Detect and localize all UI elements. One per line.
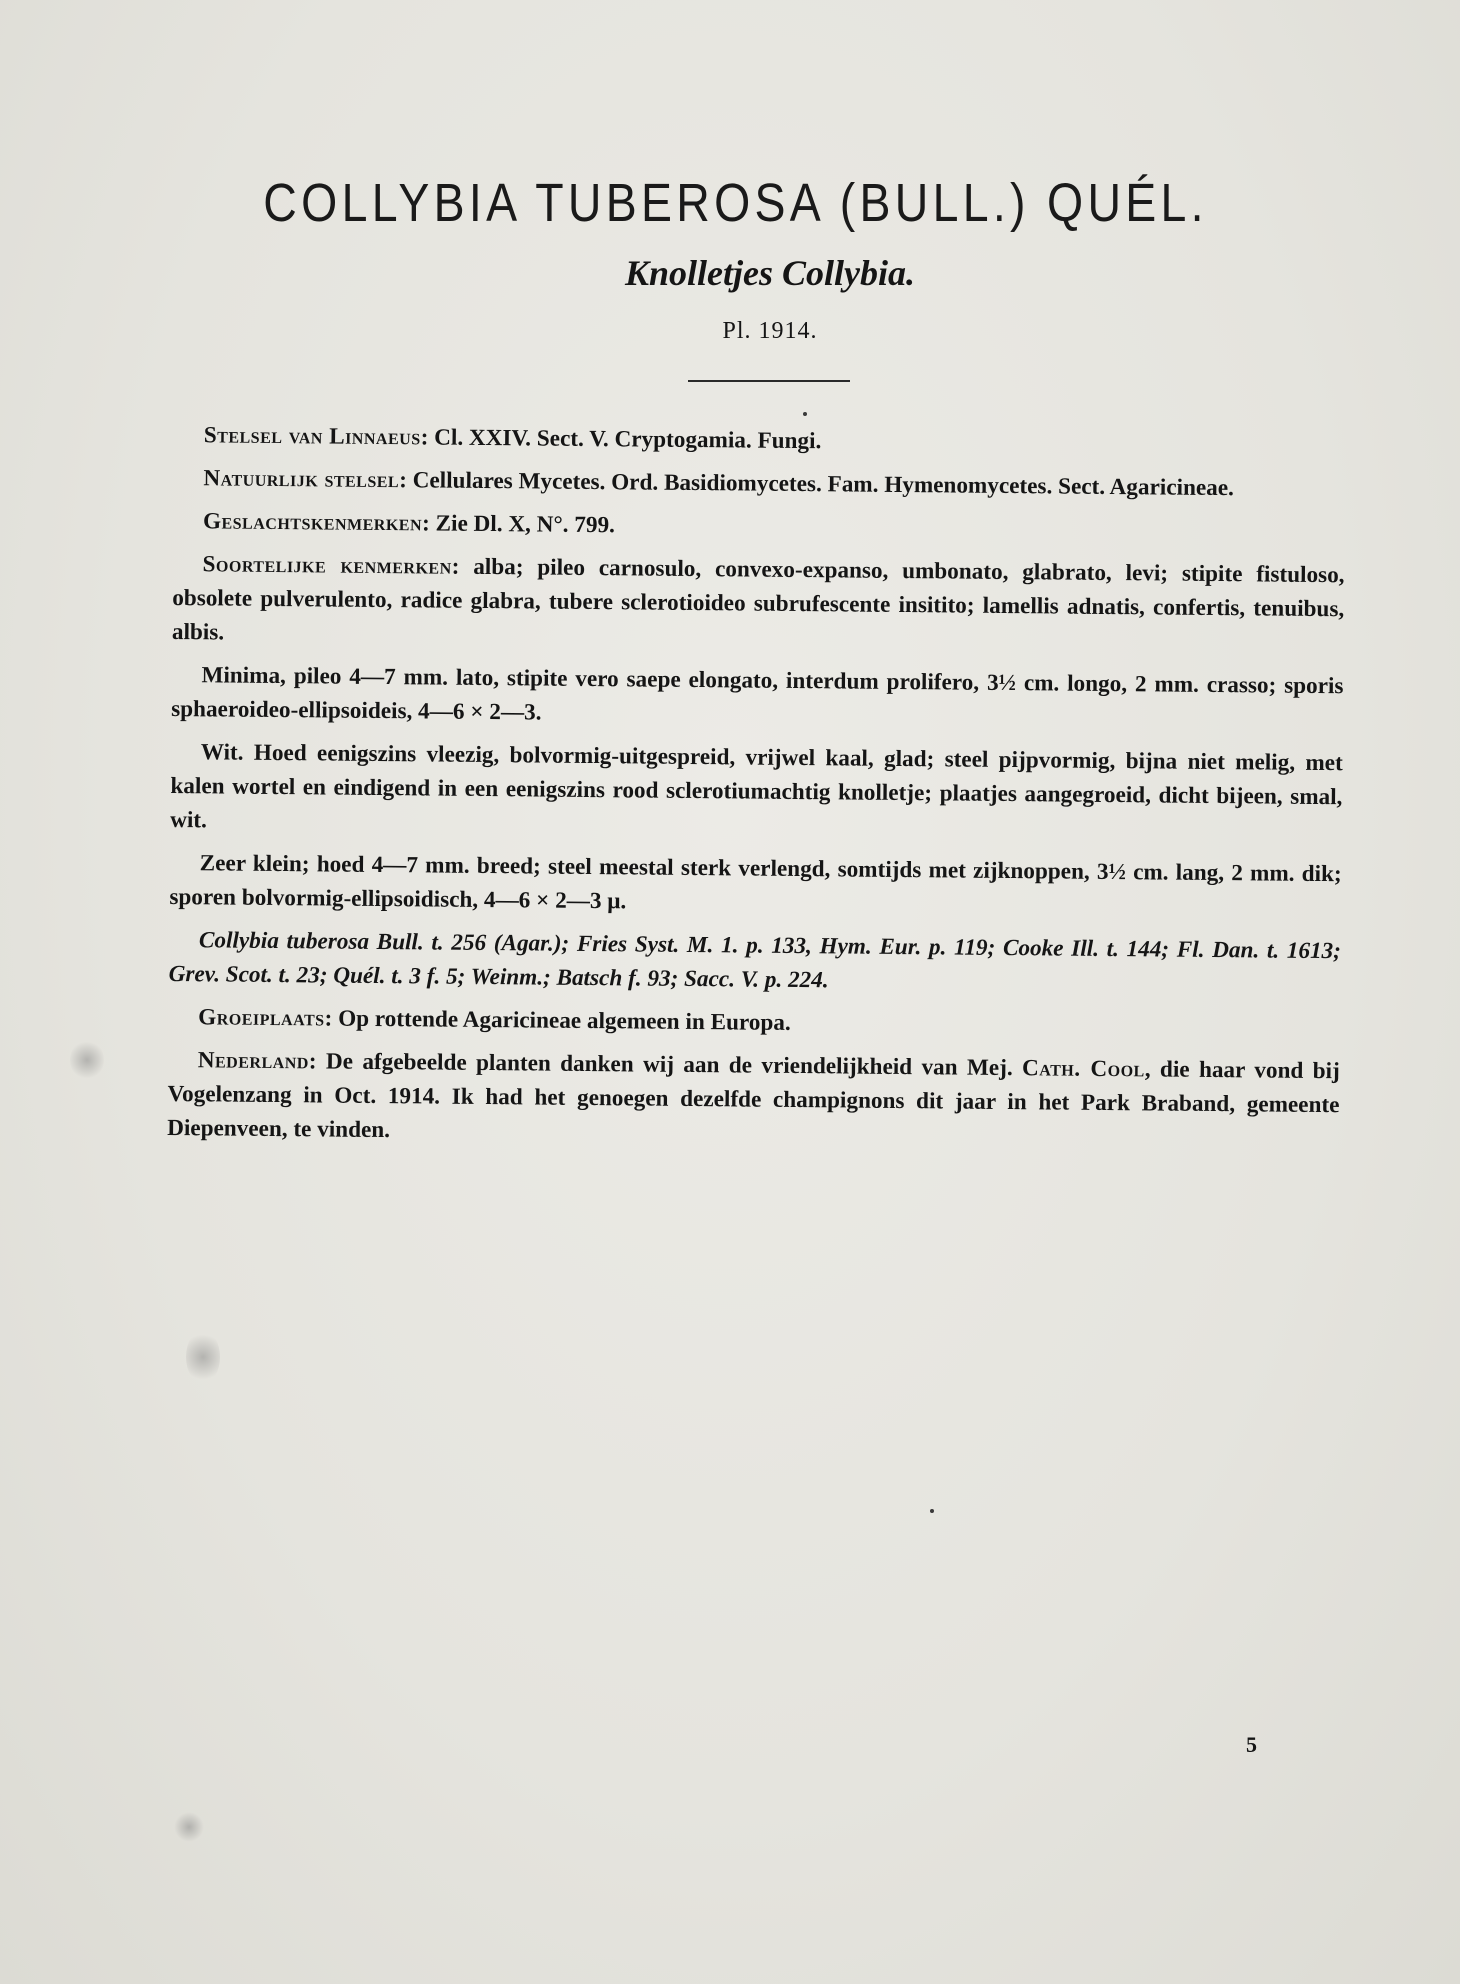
paper-smudge <box>186 1330 220 1384</box>
page-subtitle: Knolletjes Collybia. <box>624 253 915 293</box>
section-minima: Minima, pileo 4—7 mm. lato, stipite vero saepe elongato, interdum prolifero, 3½ cm. longo, 2 mm. crasso; sporis sphaeroideo-ellipsoideis, 4—6 × 2—3. <box>171 662 1344 726</box>
description-body <box>167 418 1346 1165</box>
section-text: alba; pileo carnosulo, convexo-expanso, umbonato, glabrato, levi; stipite fistuloso, obsolete pulverulento, radice glabra, tubere sclerotioideo subrufescente insitito; lamellis adnatis, confertis, tenuibus, albis. <box>171 553 1345 646</box>
section-label: Stelsel van Linnaeus <box>203 422 421 451</box>
section-text: Zie Dl. X, N°. 799. <box>435 510 616 539</box>
page-number: 5 <box>1246 1732 1257 1757</box>
section-text: Op rottende Agaricineae algemeen in Europa. <box>338 1005 791 1036</box>
section-zeer: Zeer klein; hoed 4—7 mm. breed; steel meestal sterk verlengd, somtijds met zijknoppen, 3½ cm. lang, 2 mm. dik; sporen bolvormig-ellipsoidisch, 4—6 × 2—3 μ. <box>169 850 1342 915</box>
section-stelsel: Stelsel van Linnaeus: Cl. XXIV. Sect. V. Cryptogamia. Fungi. <box>203 422 822 455</box>
section-references: Collybia tuberosa Bull. t. 256 (Agar.); Fries Syst. M. 1. p. 133, Hym. Eur. p. 119; Cooke Ill. t. 144; Fl. Dan. t. 1613; Grev. Scot. t. 23; Quél. t. 3 f. 5; Weinm.; Batsch f. 93; Sacc. V. p. 224. <box>168 927 1342 994</box>
section-text: Cellulares Mycetes. Ord. Basidiomycetes. Fam. Hymenomycetes. Sect. Agaricineae. <box>412 467 1235 502</box>
print-speck <box>803 412 807 416</box>
section-label: Geslachtskenmerken <box>202 508 423 537</box>
print-speck <box>930 1509 934 1513</box>
section-label: Natuurlijk stelsel <box>203 465 400 494</box>
section-nederland: Nederland: De afgebeelde planten danken wij aan de vriendelijkheid van Mej. Cath. Cool, die haar vond bij Vogelenzang in Oct. 1914. Ik had het genoegen dezelfde champignons dit jaar in het Park Braband, gemeente Diepenveen, te vinden. <box>167 1047 1340 1144</box>
plate-number: Pl. 1914. <box>722 318 818 344</box>
section-wit: Wit. Hoed eenigszins vleezig, bolvormig-uitgespreid, vrijwel kaal, glad; steel pijpvormig, bijna niet melig, met kalen wortel en eindigend in een eenigszins rood sclerotiumachtig knolletje; plaatjes aangegroeid, dicht bijeen, smal, wit. <box>170 739 1343 834</box>
section-natuurlijk: Natuurlijk stelsel: Cellulares Mycetes. Ord. Basidiomycetes. Fam. Hymenomycetes. Sect. Agaricineae. <box>203 465 1235 502</box>
paper-smudge <box>174 1812 204 1842</box>
section-geslacht: Geslachtskenmerken: Zie Dl. X, N°. 799. <box>202 508 616 539</box>
page-title: COLLYBIA TUBEROSA (BULL.) QUÉL. <box>263 173 1208 233</box>
section-soort: Soortelijke kenmerken: alba; pileo carnosulo, convexo-expanso, umbonato, glabrato, levi; stipite fistuloso, obsolete pulverulento, radice glabra, tubere sclerotioideo subrufescente insitito; lamellis adnatis, confertis, tenuibus, albis. <box>171 551 1345 646</box>
section-label: Nederland <box>197 1047 310 1075</box>
section-label: Soortelijke kenmerken <box>202 551 452 580</box>
title-divider <box>688 380 850 382</box>
section-label: Groeiplaats <box>198 1004 325 1032</box>
section-groeiplaats: Groeiplaats: Op rottende Agaricineae algemeen in Europa. <box>198 1004 791 1036</box>
section-text: , die haar vond bij Vogelenzang in Oct. 1914. Ik had het genoegen dezelfde champignons dit jaar in het Park Braband, gemeente Diepenveen, te vinden. <box>167 1056 1340 1144</box>
person-name: Cath. Cool <box>1021 1055 1145 1083</box>
section-text: Cl. XXIV. Sect. V. Cryptogamia. Fungi. <box>434 424 822 455</box>
section-text: De afgebeelde planten danken wij aan de vriendelijkheid van Mej. <box>325 1048 1013 1082</box>
paper-smudge <box>70 1040 104 1080</box>
